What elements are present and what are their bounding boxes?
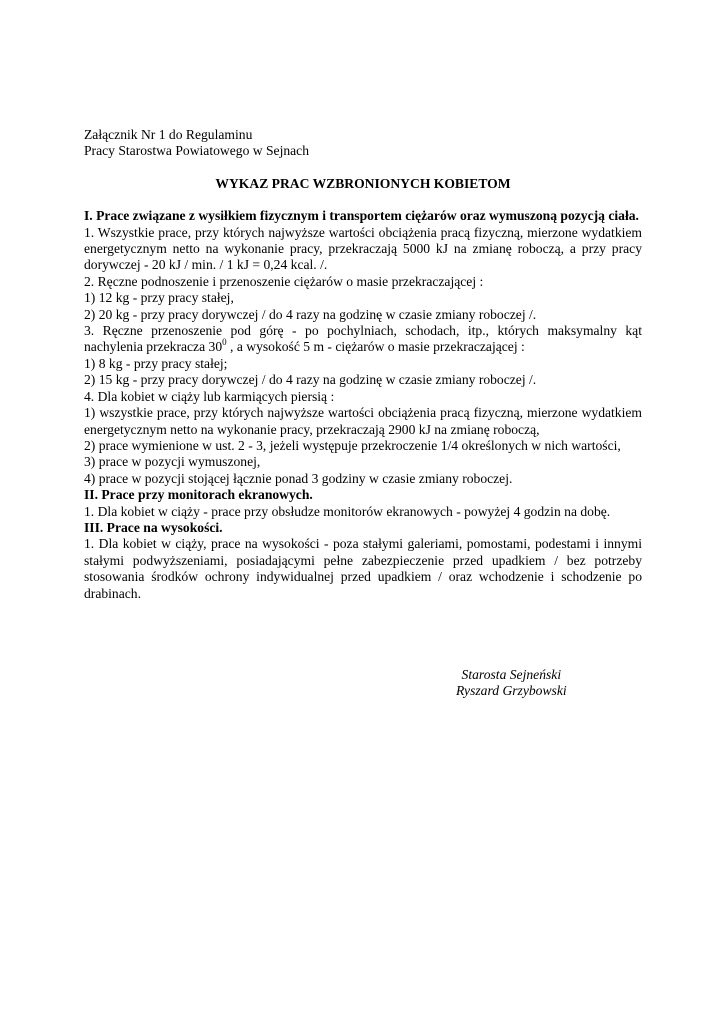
- header-line-annex: Załącznik Nr 1 do Regulaminu: [84, 127, 253, 142]
- section-heights: [84, 520, 642, 602]
- list-item-pregnant-energy: 1) wszystkie prace, przy których najwyższe wartości obciążenia pracą fizyczną, mierzone wydatkiem energetycznym netto na wykonanie pracy, przekraczają 2900 kJ na zmianę roboczą,: [84, 405, 642, 437]
- paragraph-carrying-uphill: [84, 323, 642, 356]
- list-item-carrying-permanent: 1) 8 kg - przy pracy stałej;: [84, 355, 228, 371]
- paragraph-heights: 1. Dla kobiet w ciąży, prace na wysokości - poza stałymi galeriami, pomostami, podestami i innymi stałymi podwyższeniami, posiadającymi pełne zabezpieczenie przed upadkiem / bez potrzeby stosowania środków ochrony indywidualnej przed upadkiem / oraz wchodzenie i schodzenie po drabinach.: [84, 536, 642, 601]
- list-item-pregnant-forced-position: 3) prace w pozycji wymuszonej,: [84, 454, 261, 470]
- paragraph-pregnant-nursing: 4. Dla kobiet w ciąży lub karmiących piersią :: [84, 388, 335, 404]
- section-heading-heights: III. Prace na wysokości.: [84, 519, 223, 535]
- list-item-pregnant-quarter: 2) prace wymienione w ust. 2 - 3, jeżeli występuje przekroczenie 1/4 określonych w nich wartości,: [84, 437, 621, 453]
- signature-block: [456, 667, 567, 700]
- paragraph-energy-limit: 1. Wszystkie prace, przy których najwyższe wartości obciążenia pracą fizyczną, mierzone wydatkiem energetycznym netto na wykonanie pracy, przekraczają 5000 kJ na zmianę roboczą, a przy pracy dorywczej - 20 kJ / min. / 1 kJ = 0,24 kcal. /.: [84, 224, 642, 273]
- section-heading-physical-work: I. Prace związane z wysiłkiem fizycznym i transportem ciężarów oraz wymuszoną pozycją ciała.: [84, 208, 639, 224]
- paragraph-lifting: 2. Ręczne podnoszenie i przenoszenie ciężarów o masie przekraczającej :: [84, 273, 484, 289]
- signature-name: Ryszard Grzybowski: [456, 683, 567, 699]
- list-item-carrying-occasional: 2) 15 kg - przy pracy dorywczej / do 4 razy na godzinę w czasie zmiany roboczej /.: [84, 372, 537, 388]
- section-physical-work: [84, 208, 642, 487]
- header-line-regulation: Pracy Starostwa Powiatowego w Sejnach: [84, 143, 310, 159]
- carrying-uphill-text-b: , a wysokość 5 m - ciężarów o masie przekraczającej :: [226, 339, 525, 355]
- carrying-uphill-text-a: 3. Ręczne przenoszenie pod górę - po pochylniach, schodach, itp., których maksymalny kąt nachylenia przekracza 30: [84, 323, 642, 355]
- list-item-lifting-occasional: 2) 20 kg - przy pracy dorywczej / do 4 razy na godzinę w czasie zmiany roboczej /.: [84, 306, 537, 322]
- section-heading-monitors: II. Prace przy monitorach ekranowych.: [84, 487, 313, 503]
- paragraph-monitors: 1. Dla kobiet w ciąży - prace przy obsłudze monitorów ekranowych - powyżej 4 godzin na dobę.: [84, 503, 611, 519]
- document-body: [84, 127, 642, 602]
- section-monitors: [84, 487, 642, 520]
- list-item-lifting-permanent: 1) 12 kg - przy pracy stałej,: [84, 290, 234, 306]
- degree-superscript: 0: [222, 337, 227, 348]
- list-item-pregnant-standing: 4) prace w pozycji stojącej łącznie ponad 3 godziny w czasie zmiany roboczej.: [84, 470, 513, 486]
- document-header: [84, 127, 642, 160]
- document-title: WYKAZ PRAC WZBRONIONYCH KOBIETOM: [215, 175, 511, 191]
- signature-title: Starosta Sejneński: [461, 667, 562, 682]
